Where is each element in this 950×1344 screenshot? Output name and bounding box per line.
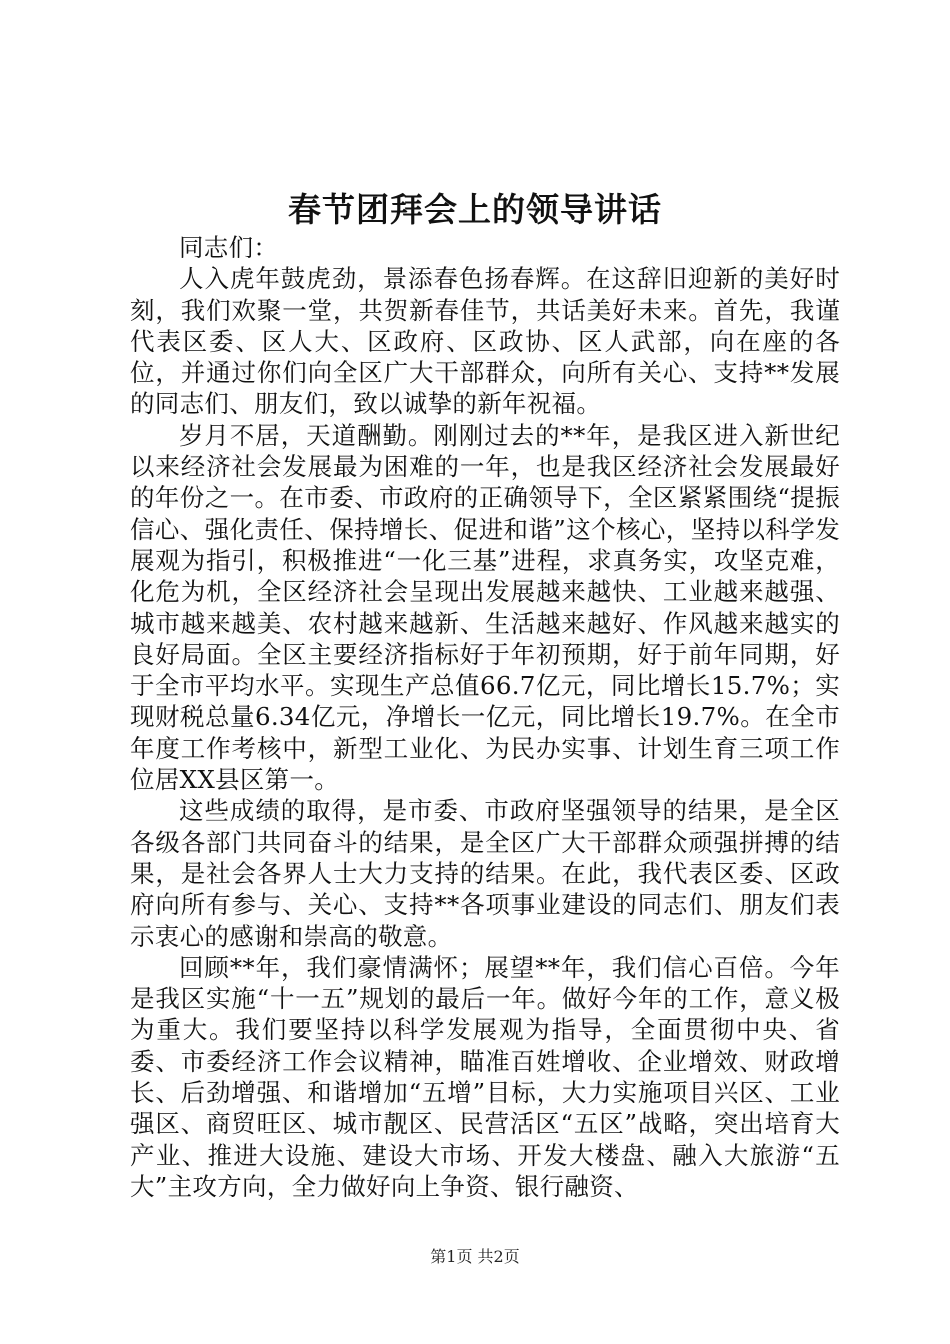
paragraph-2: 岁月不居，天道酬勤。刚刚过去的**年，是我区进入新世纪以来经济社会发展最为困难的一年，也是我区经济社会发展最好的年份之一。在市委、市政府的正确领导下，全区紧紧围绕“提振信心、强化责任、保持增长、促进和谐”这个核心，坚持以科学发展观为指引，积极推进“一化三基”进程，求真务实，攻坚克难，化危为机，全区经济社会呈现出发展越来越快、工业越来越强、城市越来越美、农村越来越新、生活越来越好、作风越来越实的良好局面。全区主要经济指标好于年初预期，好于前年同期，好于全市平均水平。实现生产总值66.7亿元，同比增长15.7%；实现财税总量6.34亿元，净增长一亿元，同比增长19.7%。在全市年度工作考核中，新型工业化、为民办实事、计划生育三项工作位居XX县区第一。 [130, 420, 840, 795]
paragraph-3: 这些成绩的取得，是市委、市政府坚强领导的结果，是全区各级各部门共同奋斗的结果，是全区广大干部群众顽强拼搏的结果，是社会各界人士大力支持的结果。在此，我代表区委、区政府向所有参与、关心、支持**各项事业建设的同志们、朋友们表示衷心的感谢和崇高的敬意。 [130, 796, 840, 951]
document-body [130, 232, 840, 1202]
page-number-footer: 第1页 共2页 [430, 1247, 520, 1266]
document-title: 春节团拜会上的领导讲话 [288, 190, 662, 229]
paragraph-4: 回顾**年，我们豪情满怀；展望**年，我们信心百倍。今年是我区实施“十一五”规划的最后一年。做好今年的工作，意义极为重大。我们要坚持以科学发展观为指导，全面贯彻中央、省委、市委经济工作会议精神，瞄准百姓增收、企业增效、财政增长、后劲增强、和谐增加“五增”目标，大力实施项目兴区、工业强区、商贸旺区、城市靓区、民营活区“五区”战略，突出培育大产业、推进大设施、建设大市场、开发大楼盘、融入大旅游“五大”主攻方向，全力做好向上争资、银行融资、 [130, 952, 841, 1201]
greeting: 同志们： [179, 233, 279, 262]
paragraph-1: 人入虎年鼓虎劲，景添春色扬春辉。在这辞旧迎新的美好时刻，我们欢聚一堂，共贺新春佳节，共话美好未来。首先，我谨代表区委、区人大、区政府、区政协、区人武部，向在座的各位，并通过你们向全区广大干部群众，向所有关心、支持**发展的同志们、朋友们，致以诚挚的新年祝福。 [130, 264, 840, 419]
